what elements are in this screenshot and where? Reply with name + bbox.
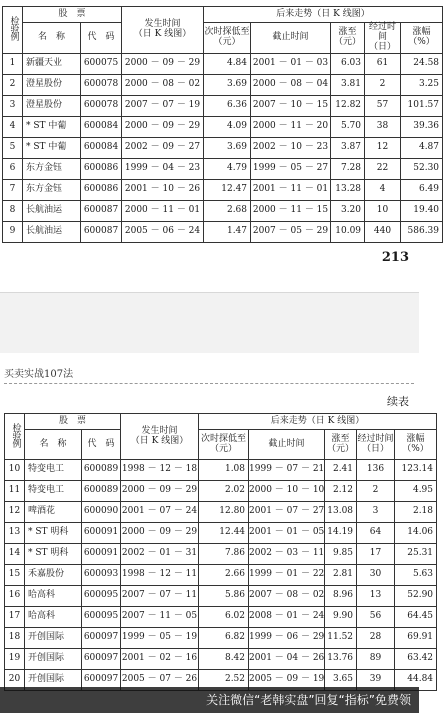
cell-date: 2000 － 09 － 29 — [121, 481, 199, 502]
table-row — [5, 586, 437, 607]
cell-low: 7.86 — [199, 544, 249, 565]
cell-name: 啤酒花 — [25, 502, 82, 523]
col-header-occur-date: 发生时间 （日 K 线图） — [121, 414, 199, 460]
cell-end: 2005 － 09 － 19 — [249, 670, 325, 691]
cell-code: 600091 — [82, 523, 121, 544]
cell-name: 开创国际 — [25, 670, 82, 691]
header-divider — [4, 383, 414, 384]
cell-low: 5.86 — [199, 586, 249, 607]
col-header-stock: 股 票 — [25, 414, 121, 430]
cell-end: 2002 － 10 － 23 — [251, 137, 331, 158]
cell-end: 2001 － 07 － 27 — [249, 502, 325, 523]
cell-rise: 6.03 — [331, 53, 365, 74]
cell-end: 2007 － 05 － 29 — [251, 221, 331, 242]
cell-pct: 3.25 — [401, 74, 443, 95]
cell-low: 1.47 — [204, 221, 251, 242]
cell-days: 10 — [365, 200, 401, 221]
cell-date: 2000 － 09 － 29 — [121, 523, 199, 544]
table-row — [3, 137, 443, 158]
cell-rise: 9.85 — [325, 544, 357, 565]
cell-code: 600087 — [81, 200, 122, 221]
cell-rise: 3.81 — [331, 74, 365, 95]
watermark-banner: 关注微信“老韩实盘”回复“指标”免费领 — [0, 687, 419, 713]
cell-code: 600086 — [81, 158, 122, 179]
cell-no: 5 — [3, 137, 23, 158]
cell-days: 89 — [357, 649, 395, 670]
cell-name: 澄星股份 — [23, 74, 81, 95]
cell-code: 600095 — [82, 586, 121, 607]
cell-rise: 3.65 — [325, 670, 357, 691]
cell-end: 2008 － 01 － 24 — [249, 607, 325, 628]
cell-days: 57 — [365, 95, 401, 116]
cell-rise: 2.41 — [325, 460, 357, 481]
cell-pct: 24.58 — [401, 53, 443, 74]
cell-days: 2 — [365, 74, 401, 95]
cell-no: 14 — [5, 544, 25, 565]
cell-date: 2002 － 09 － 27 — [122, 137, 204, 158]
cell-no: 7 — [3, 179, 23, 200]
cell-name: * ST 中葡 — [23, 137, 81, 158]
cell-pct: 69.91 — [395, 628, 437, 649]
cell-days: 440 — [365, 221, 401, 242]
cell-code: 600084 — [81, 137, 122, 158]
col-header-rise-to: 涨至 （元） — [331, 23, 365, 54]
col-header-rise-to: 涨至 （元） — [325, 430, 357, 460]
cell-rise: 2.12 — [325, 481, 357, 502]
cell-name: 禾嘉股份 — [25, 565, 82, 586]
col-header-pct: 涨幅 （%） — [401, 23, 443, 54]
table-row — [3, 116, 443, 137]
cell-date: 2007 － 07 － 11 — [121, 586, 199, 607]
table-row — [3, 179, 443, 200]
cell-no: 18 — [5, 628, 25, 649]
cell-days: 38 — [365, 116, 401, 137]
cell-pct: 14.06 — [395, 523, 437, 544]
col-header-trend: 后来走势（日 K 线图） — [204, 7, 443, 23]
cell-days: 17 — [357, 544, 395, 565]
cell-rise: 14.19 — [325, 523, 357, 544]
table-row — [5, 544, 437, 565]
cell-code: 600097 — [82, 628, 121, 649]
table-row — [5, 502, 437, 523]
cell-end: 2001 － 01 － 05 — [249, 523, 325, 544]
cell-end: 2007 － 08 － 02 — [249, 586, 325, 607]
cell-date: 2005 － 06 － 24 — [122, 221, 204, 242]
cell-end: 1999 － 01 － 22 — [249, 565, 325, 586]
cell-days: 3 — [357, 502, 395, 523]
table-row — [3, 53, 443, 74]
table-row — [3, 158, 443, 179]
cell-code: 600078 — [81, 74, 122, 95]
cell-rise: 13.28 — [331, 179, 365, 200]
col-header-days: 经过时间 （日） — [357, 430, 395, 460]
cell-code: 600087 — [81, 221, 122, 242]
table-row — [5, 607, 437, 628]
stock-table-page1 — [2, 6, 443, 243]
cell-low: 2.52 — [199, 670, 249, 691]
book-page-214 — [0, 353, 434, 713]
cell-name: 东方金钰 — [23, 179, 81, 200]
cell-days: 2 — [357, 481, 395, 502]
cell-low: 2.66 — [199, 565, 249, 586]
cell-date: 2000 － 09 － 29 — [122, 116, 204, 137]
cell-code: 600089 — [82, 460, 121, 481]
cell-no: 19 — [5, 649, 25, 670]
cell-no: 8 — [3, 200, 23, 221]
cell-end: 2007 － 10 － 15 — [251, 95, 331, 116]
cell-low: 6.82 — [199, 628, 249, 649]
cell-no: 13 — [5, 523, 25, 544]
cell-code: 600097 — [82, 649, 121, 670]
cell-low: 12.80 — [199, 502, 249, 523]
cell-pct: 2.18 — [395, 502, 437, 523]
cell-no: 11 — [5, 481, 25, 502]
col-header-name: 名 称 — [25, 430, 82, 460]
table-row — [3, 95, 443, 116]
cell-code: 600089 — [82, 481, 121, 502]
cell-days: 136 — [357, 460, 395, 481]
cell-code: 600078 — [81, 95, 122, 116]
cell-no: 9 — [3, 221, 23, 242]
cell-date: 1999 － 04 － 23 — [122, 158, 204, 179]
cell-low: 4.09 — [204, 116, 251, 137]
cell-date: 2001 － 02 － 16 — [121, 649, 199, 670]
cell-date: 1998 － 12 － 18 — [121, 460, 199, 481]
cell-pct: 64.45 — [395, 607, 437, 628]
table-row — [5, 460, 437, 481]
cell-no: 1 — [3, 53, 23, 74]
cell-name: 开创国际 — [25, 628, 82, 649]
col-header-end: 截止时间 — [249, 430, 325, 460]
cell-name: * ST 明科 — [25, 544, 82, 565]
cell-name: 东方金钰 — [23, 158, 81, 179]
cell-days: 30 — [357, 565, 395, 586]
cell-name: 特变电工 — [25, 460, 82, 481]
cell-end: 2000 － 08 － 04 — [251, 74, 331, 95]
cell-pct: 19.40 — [401, 200, 443, 221]
cell-low: 8.42 — [199, 649, 249, 670]
table-row — [5, 649, 437, 670]
cell-end: 1999 － 05 － 27 — [251, 158, 331, 179]
cell-name: 长航油运 — [23, 221, 81, 242]
cell-name: 哈高科 — [25, 586, 82, 607]
cell-low: 2.68 — [204, 200, 251, 221]
cell-name: * ST 中葡 — [23, 116, 81, 137]
cell-pct: 6.49 — [401, 179, 443, 200]
cell-end: 1999 － 07 － 21 — [249, 460, 325, 481]
cell-rise: 13.76 — [325, 649, 357, 670]
cell-date: 2007 － 11 － 05 — [121, 607, 199, 628]
cell-days: 39 — [357, 670, 395, 691]
cell-code: 600091 — [82, 544, 121, 565]
col-header-no: 检验例 — [3, 7, 23, 54]
cell-date: 1999 － 05 － 19 — [121, 628, 199, 649]
cell-days: 64 — [357, 523, 395, 544]
cell-pct: 44.84 — [395, 670, 437, 691]
cell-low: 2.02 — [199, 481, 249, 502]
cell-low: 6.02 — [199, 607, 249, 628]
cell-low: 4.84 — [204, 53, 251, 74]
cell-no: 12 — [5, 502, 25, 523]
table-row — [5, 481, 437, 502]
col-header-low: 次时探低至 （元） — [199, 430, 249, 460]
cell-name: 开创国际 — [25, 649, 82, 670]
cell-end: 2000 － 11 － 15 — [251, 200, 331, 221]
cell-rise: 11.52 — [325, 628, 357, 649]
cell-no: 3 — [3, 95, 23, 116]
cell-end: 2000 － 11 － 20 — [251, 116, 331, 137]
cell-date: 2000 － 09 － 29 — [122, 53, 204, 74]
cell-date: 2000 － 08 － 02 — [122, 74, 204, 95]
cell-pct: 52.30 — [401, 158, 443, 179]
cell-date: 2000 － 11 － 01 — [122, 200, 204, 221]
cell-rise: 5.70 — [331, 116, 365, 137]
col-header-name: 名 称 — [23, 23, 81, 54]
cell-days: 4 — [365, 179, 401, 200]
cell-no: 16 — [5, 586, 25, 607]
cell-low: 3.69 — [204, 74, 251, 95]
cell-date: 2001 － 10 － 26 — [122, 179, 204, 200]
cell-end: 1999 － 06 － 29 — [249, 628, 325, 649]
cell-no: 20 — [5, 670, 25, 691]
cell-rise: 12.82 — [331, 95, 365, 116]
cell-code: 600093 — [82, 565, 121, 586]
running-header: 买卖实战107法 — [4, 369, 74, 380]
col-header-trend: 后来走势（日 K 线图） — [199, 414, 437, 430]
cell-no: 2 — [3, 74, 23, 95]
cell-no: 4 — [3, 116, 23, 137]
cell-pct: 4.95 — [395, 481, 437, 502]
cell-rise: 7.28 — [331, 158, 365, 179]
cell-low: 6.36 — [204, 95, 251, 116]
cell-rise: 2.81 — [325, 565, 357, 586]
cell-date: 2007 － 07 － 19 — [122, 95, 204, 116]
cell-pct: 586.39 — [401, 221, 443, 242]
cell-days: 61 — [365, 53, 401, 74]
cell-date: 2005 － 07 － 26 — [121, 670, 199, 691]
page-gap — [0, 292, 419, 354]
col-header-low: 次时探低至 （元） — [204, 23, 251, 54]
cell-low: 3.69 — [204, 137, 251, 158]
cell-pct: 4.87 — [401, 137, 443, 158]
cell-no: 15 — [5, 565, 25, 586]
table-row — [5, 565, 437, 586]
cell-date: 1998 － 12 － 11 — [121, 565, 199, 586]
cell-code: 600097 — [82, 670, 121, 691]
cell-pct: 101.57 — [401, 95, 443, 116]
cell-no: 17 — [5, 607, 25, 628]
stock-table-page2 — [4, 413, 437, 691]
col-header-end: 截止时间 — [251, 23, 331, 54]
book-page-213 — [0, 0, 440, 292]
cell-days: 22 — [365, 158, 401, 179]
cell-name: 特变电工 — [25, 481, 82, 502]
cell-name: * ST 明科 — [25, 523, 82, 544]
table-row — [5, 628, 437, 649]
page-number: 213 — [381, 250, 409, 265]
cell-pct: 52.90 — [395, 586, 437, 607]
col-header-days: 经过时间 （日） — [365, 23, 401, 54]
cell-code: 600075 — [81, 53, 122, 74]
cell-name: 新疆天业 — [23, 53, 81, 74]
cell-name: 澄星股份 — [23, 95, 81, 116]
cell-date: 2002 － 01 － 31 — [121, 544, 199, 565]
cell-days: 13 — [357, 586, 395, 607]
cell-pct: 63.42 — [395, 649, 437, 670]
col-header-no: 检验例 — [5, 414, 25, 460]
table-row — [3, 200, 443, 221]
cell-pct: 5.63 — [395, 565, 437, 586]
cell-rise: 3.20 — [331, 200, 365, 221]
cell-no: 10 — [5, 460, 25, 481]
cell-rise: 8.96 — [325, 586, 357, 607]
cell-low: 12.44 — [199, 523, 249, 544]
cell-end: 2002 － 03 － 11 — [249, 544, 325, 565]
cell-code: 600086 — [81, 179, 122, 200]
cell-name: 长航油运 — [23, 200, 81, 221]
continued-label: 续表 — [387, 395, 409, 408]
cell-days: 28 — [357, 628, 395, 649]
cell-days: 12 — [365, 137, 401, 158]
cell-low: 4.79 — [204, 158, 251, 179]
table-row — [3, 221, 443, 242]
cell-low: 1.08 — [199, 460, 249, 481]
col-header-pct: 涨幅 （%） — [395, 430, 437, 460]
cell-days: 56 — [357, 607, 395, 628]
cell-code: 600084 — [81, 116, 122, 137]
cell-pct: 25.31 — [395, 544, 437, 565]
cell-code: 600090 — [82, 502, 121, 523]
cell-rise: 10.09 — [331, 221, 365, 242]
col-header-occur-date: 发生时间 （日 K 线图） — [122, 7, 204, 54]
cell-pct: 39.36 — [401, 116, 443, 137]
cell-pct: 123.14 — [395, 460, 437, 481]
cell-rise: 9.90 — [325, 607, 357, 628]
col-header-code: 代 码 — [82, 430, 121, 460]
cell-date: 2001 － 07 － 24 — [121, 502, 199, 523]
table-row — [5, 523, 437, 544]
cell-rise: 13.08 — [325, 502, 357, 523]
col-header-stock: 股 票 — [23, 7, 122, 23]
cell-end: 2000 － 10 － 10 — [249, 481, 325, 502]
cell-code: 600095 — [82, 607, 121, 628]
col-header-code: 代 码 — [81, 23, 122, 54]
cell-end: 2001 － 01 － 03 — [251, 53, 331, 74]
cell-no: 6 — [3, 158, 23, 179]
cell-name: 哈高科 — [25, 607, 82, 628]
cell-end: 2001 － 04 － 26 — [249, 649, 325, 670]
table-row — [3, 74, 443, 95]
cell-low: 12.47 — [204, 179, 251, 200]
cell-end: 2001 － 11 － 01 — [251, 179, 331, 200]
cell-rise: 3.87 — [331, 137, 365, 158]
